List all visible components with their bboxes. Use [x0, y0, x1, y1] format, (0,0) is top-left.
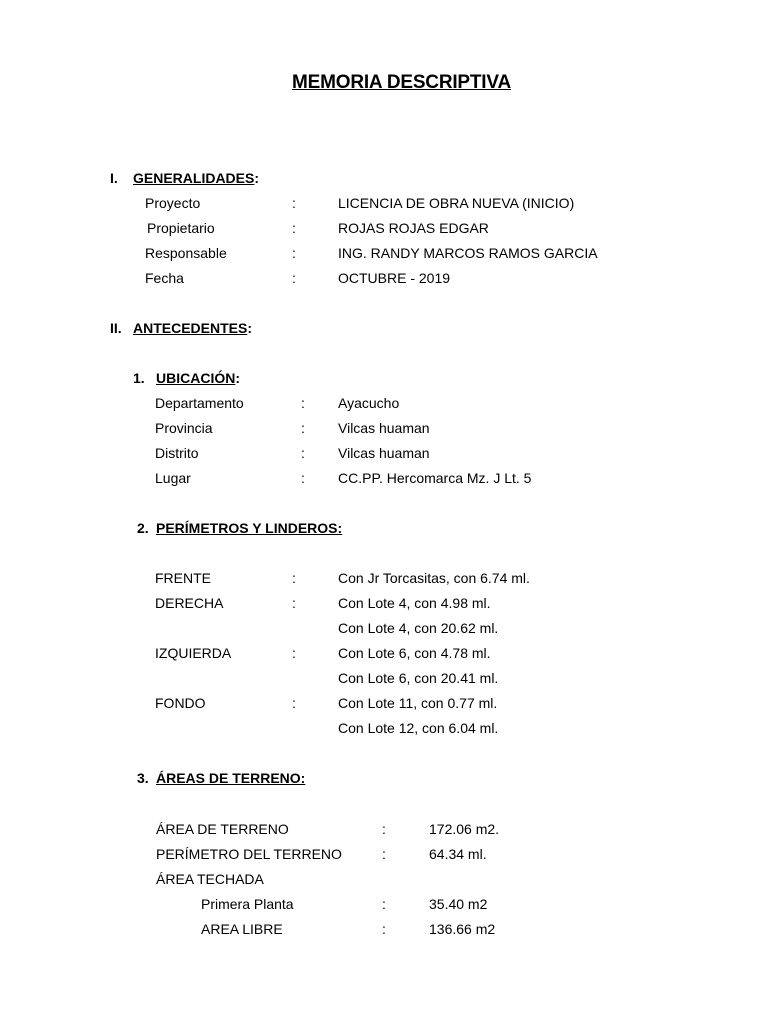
field-value: Ayacucho: [338, 395, 400, 411]
field-label: Lugar: [155, 470, 191, 486]
field-value: ROJAS ROJAS EDGAR: [338, 220, 489, 236]
field-value: 172.06 m2.: [429, 821, 500, 837]
field-value: Con Lote 4, con 4.98 ml.: [338, 595, 491, 611]
field-value: Con Lote 6, con 4.78 ml.: [338, 645, 491, 661]
field-value: CC.PP. Hercomarca Mz. J Lt. 5: [338, 470, 532, 486]
field-separator: :: [292, 570, 296, 586]
field-label: DERECHA: [155, 595, 224, 611]
subsection-heading-areas: ÁREAS DE TERRENO:: [156, 770, 306, 786]
section-heading-generalidades: [133, 170, 259, 186]
field-value: Con Jr Torcasitas, con 6.74 ml.: [338, 570, 530, 586]
field-value: Vilcas huaman: [338, 445, 430, 461]
field-value: Con Lote 4, con 20.62 ml.: [338, 620, 499, 636]
subsection-numeral: 2.: [137, 520, 149, 536]
subsection-heading-perimetros: PERÍMETROS Y LINDEROS:: [156, 520, 343, 536]
section-numeral: II.: [110, 320, 122, 336]
field-label: Propietario: [147, 220, 215, 236]
field-label: PERÍMETRO DEL TERRENO: [156, 846, 342, 862]
field-separator: :: [292, 695, 296, 711]
field-value: 64.34 ml.: [429, 846, 487, 862]
section-heading-antecedentes: [133, 320, 252, 336]
heading-colon: :: [254, 170, 260, 186]
field-label: FONDO: [155, 695, 206, 711]
field-label: ÁREA TECHADA: [156, 871, 264, 887]
field-label: Proyecto: [145, 195, 201, 211]
field-separator: :: [292, 270, 296, 286]
field-value: Con Lote 11, con 0.77 ml.: [338, 695, 498, 711]
field-separator: :: [292, 245, 296, 261]
field-separator: :: [382, 896, 386, 912]
field-label: IZQUIERDA: [155, 645, 232, 661]
field-label: Responsable: [145, 245, 227, 261]
field-separator: :: [382, 921, 386, 937]
field-value: Vilcas huaman: [338, 420, 430, 436]
section-numeral: I.: [110, 170, 118, 186]
heading-text: UBICACIÓN: [156, 370, 236, 386]
field-label: Distrito: [155, 445, 199, 461]
field-separator: :: [382, 821, 386, 837]
field-separator: :: [301, 420, 305, 436]
subsection-heading-ubicacion: [156, 370, 240, 386]
field-value: Con Lote 12, con 6.04 ml.: [338, 720, 499, 736]
subsection-numeral: 1.: [133, 370, 145, 386]
field-separator: :: [382, 846, 386, 862]
field-value: LICENCIA DE OBRA NUEVA (INICIO): [338, 195, 575, 211]
field-separator: :: [301, 445, 305, 461]
field-label: ÁREA DE TERRENO: [156, 821, 289, 837]
heading-text: ANTECEDENTES: [133, 320, 248, 336]
field-value: ING. RANDY MARCOS RAMOS GARCIA: [338, 245, 598, 261]
field-label: Provincia: [155, 420, 213, 436]
heading-colon: :: [247, 320, 253, 336]
field-value: Con Lote 6, con 20.41 ml.: [338, 670, 499, 686]
field-separator: :: [292, 645, 296, 661]
field-value: 136.66 m2: [429, 921, 496, 937]
field-label: Departamento: [155, 395, 244, 411]
field-label: FRENTE: [155, 570, 211, 586]
field-value: 35.40 m2: [429, 896, 488, 912]
heading-text: GENERALIDADES: [133, 170, 255, 186]
subsection-numeral: 3.: [137, 770, 149, 786]
field-separator: :: [301, 470, 305, 486]
field-label: Primera Planta: [201, 896, 294, 912]
field-separator: :: [292, 595, 296, 611]
heading-colon: :: [235, 370, 241, 386]
field-label: Fecha: [145, 270, 184, 286]
field-separator: :: [292, 220, 296, 236]
field-value: OCTUBRE - 2019: [338, 270, 451, 286]
field-separator: :: [292, 195, 296, 211]
field-label: AREA LIBRE: [201, 921, 283, 937]
field-separator: :: [301, 395, 305, 411]
document-title: MEMORIA DESCRIPTIVA: [292, 72, 511, 93]
